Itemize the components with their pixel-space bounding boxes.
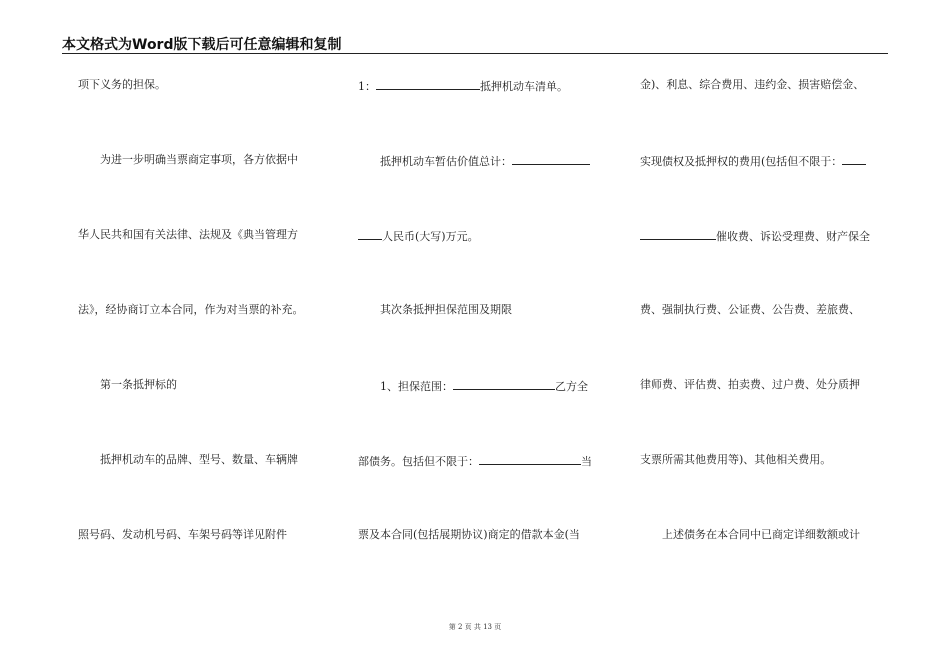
left-line-2: 为进一步明确当票商定事项，各方依据中	[100, 153, 298, 166]
middle-line-2-prefix: 抵押机动车暂估价值总计：	[380, 155, 512, 168]
left-line-4: 法》，经协商订立本合同，作为对当票的补充。	[78, 303, 304, 316]
middle-line-1	[358, 78, 568, 94]
header-divider	[62, 53, 888, 54]
right-line-2-prefix: 实现债权及抵押权的费用(包括但不限于：	[640, 155, 843, 168]
left-line-6: 抵押机动车的品牌、型号、数量、车辆牌	[100, 453, 298, 466]
right-line-5: 律师费、评估费、拍卖费、过户费、处分质押	[640, 378, 860, 391]
middle-line-1-suffix: 抵押机动车清单。	[480, 80, 568, 93]
right-line-1: 金)、利息、综合费用、违约金、损害赔偿金、	[640, 78, 865, 91]
middle-line-5-prefix: 1、担保范围：	[380, 380, 453, 393]
right-line-7: 上述债务在本合同中已商定详细数额或计	[662, 528, 860, 541]
right-line-3	[640, 228, 870, 244]
middle-line-1-prefix: 1：	[358, 80, 376, 93]
fill-in-blank	[358, 228, 382, 240]
left-line-1: 项下义务的担保。	[78, 78, 166, 91]
right-line-3-suffix: 催收费、诉讼受理费、财产保全	[716, 230, 870, 243]
fill-in-blank	[479, 453, 581, 465]
middle-line-3	[358, 228, 479, 244]
left-line-3: 华人民共和国有关法律、法规及《典当管理方	[78, 228, 298, 241]
fill-in-blank	[376, 78, 480, 90]
right-line-6: 支票所需其他费用等)、其他相关费用。	[640, 453, 832, 466]
fill-in-blank	[453, 378, 555, 390]
middle-line-4: 其次条抵押担保范围及期限	[380, 303, 512, 316]
middle-line-3-suffix: 人民币(大写)万元。	[382, 230, 479, 243]
middle-line-6-prefix: 部债务。包括但不限于：	[358, 455, 479, 468]
fill-in-blank	[640, 228, 716, 240]
left-line-7: 照号码、发动机号码、车架号码等详见附件	[78, 528, 287, 541]
middle-line-5-suffix: 乙方全	[555, 380, 588, 393]
right-line-4: 费、强制执行费、公证费、公告费、差旅费、	[640, 303, 860, 316]
middle-line-6	[358, 453, 592, 469]
fill-in-blank	[842, 153, 866, 165]
right-line-2	[640, 153, 866, 169]
middle-line-2	[380, 153, 590, 169]
fill-in-blank	[512, 153, 590, 165]
document-header-title: 本文格式为Word版下载后可任意编辑和复制	[62, 37, 342, 53]
middle-line-7: 票及本合同(包括展期协议)商定的借款本金(当	[358, 528, 580, 541]
left-line-5: 第一条抵押标的	[100, 378, 177, 391]
middle-line-6-suffix: 当	[581, 455, 592, 468]
page-number: 第 2 页 共 13 页	[448, 623, 502, 631]
middle-line-5	[380, 378, 588, 394]
